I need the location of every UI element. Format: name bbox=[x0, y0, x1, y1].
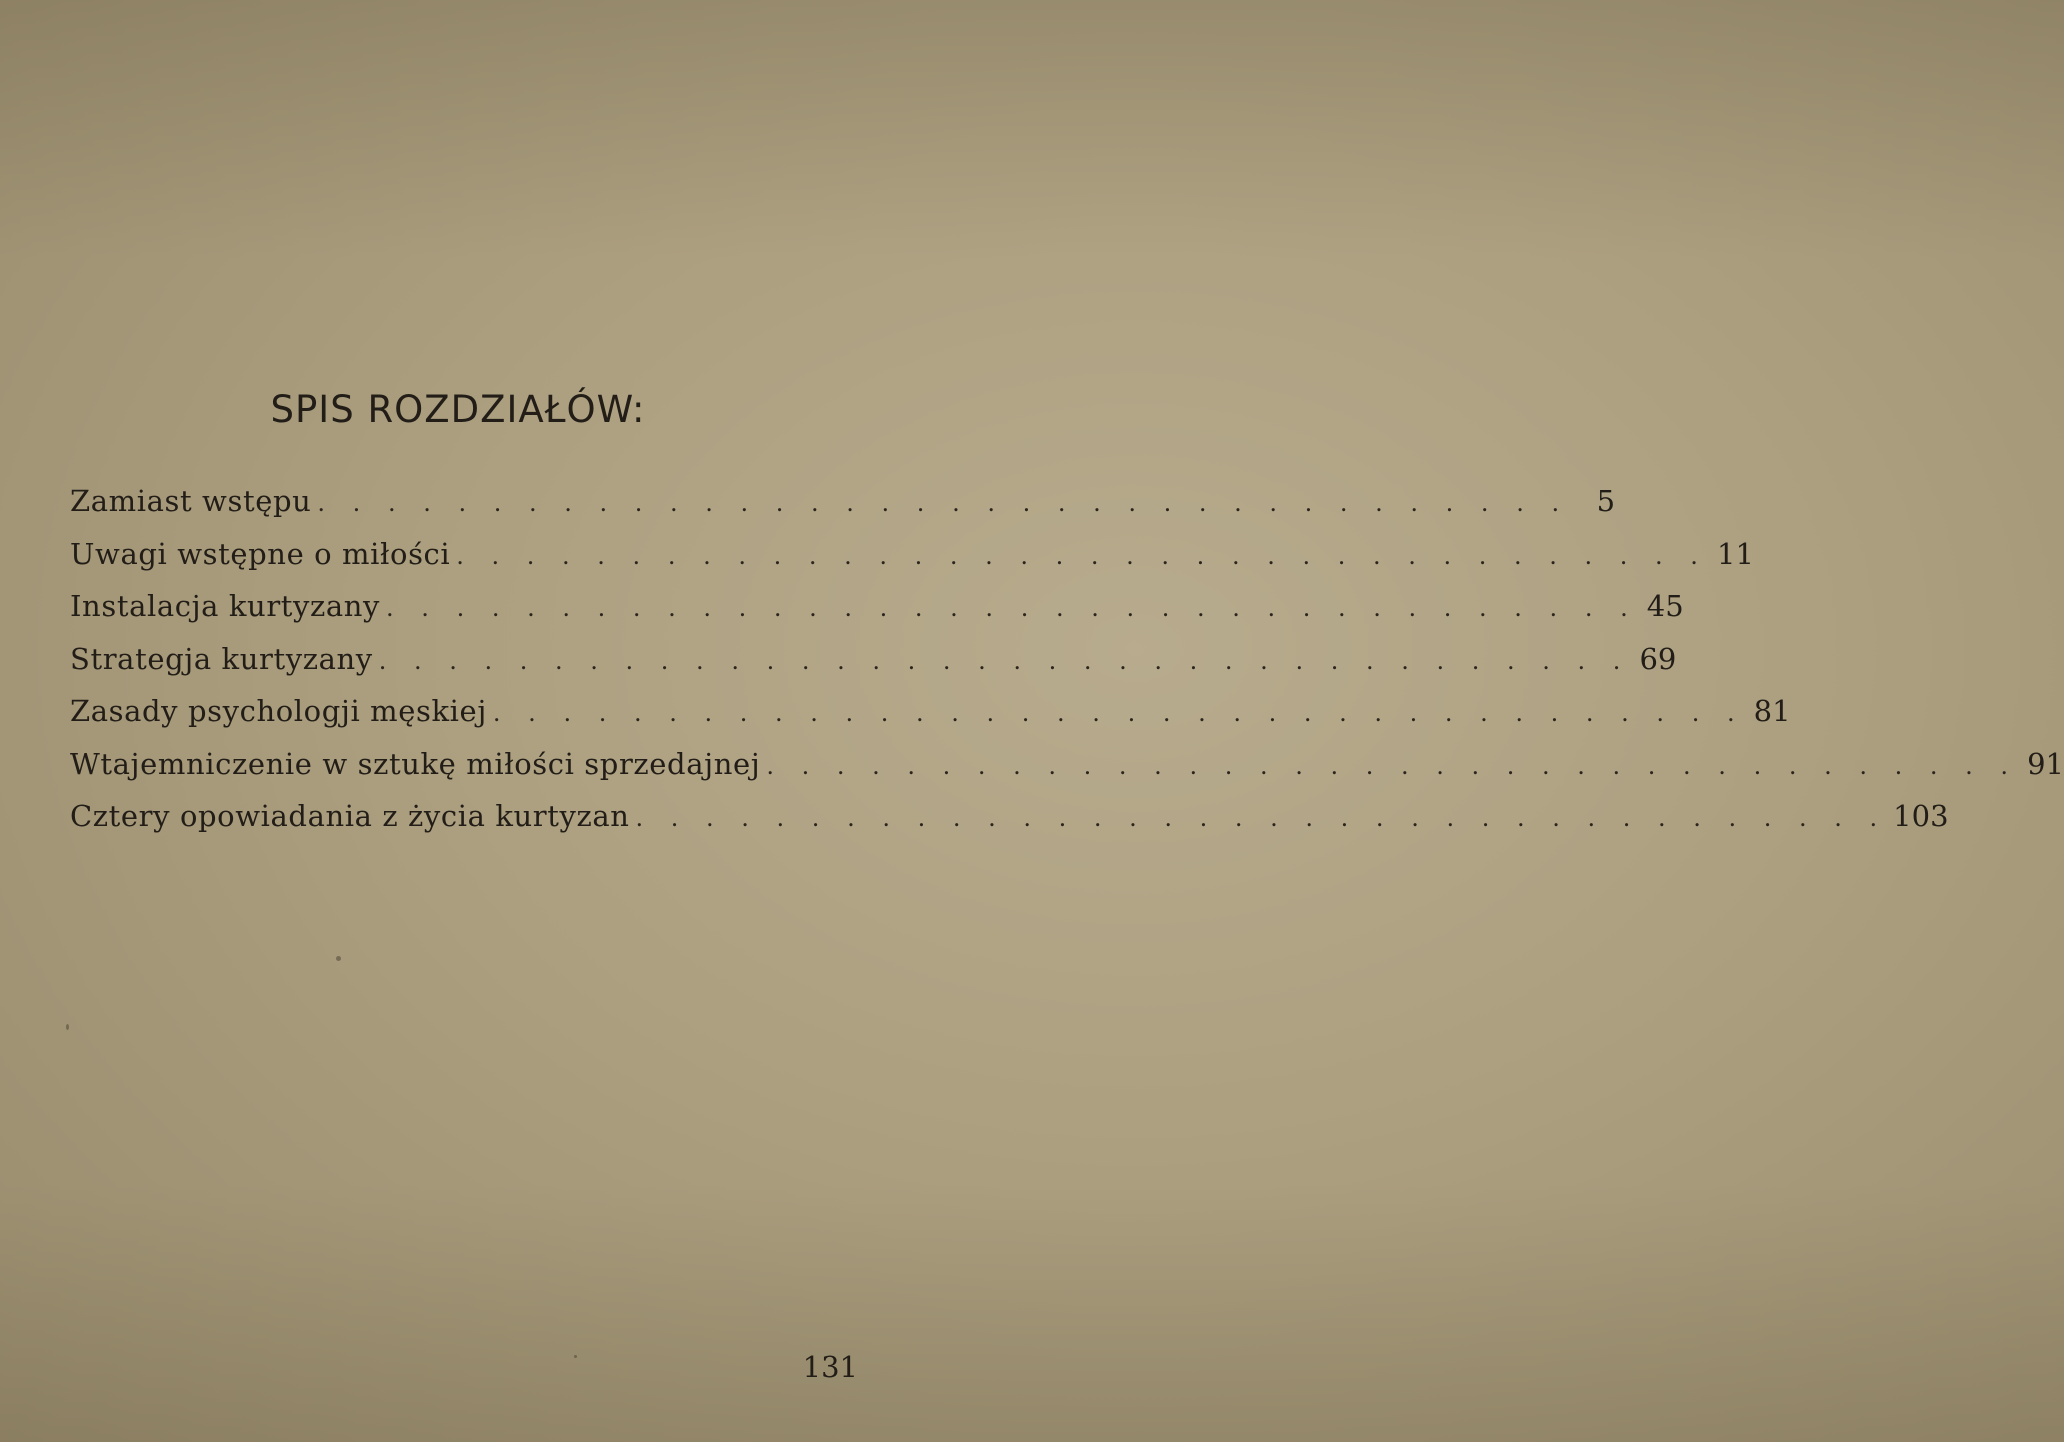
toc-entry bbox=[70, 536, 1754, 590]
page-number: 131 bbox=[802, 1350, 858, 1384]
dot-leader: . . . . . . . . . . . . . . . . . . . . . . . . . . . . . . . . . . . . bbox=[386, 594, 1638, 622]
toc-entry-page: 81 bbox=[1753, 694, 1791, 728]
toc-entry-title: Strategja kurtyzany bbox=[70, 641, 373, 676]
toc-entry-page: 11 bbox=[1717, 536, 1754, 571]
paper-speck bbox=[336, 956, 341, 961]
toc-entry bbox=[70, 589, 1684, 642]
toc-entry-page: 91 bbox=[2027, 746, 2064, 781]
dot-leader: . . . . . . . . . . . . . . . . . . . . . . . . . . . . . . . . . . . . bbox=[492, 699, 1745, 727]
dot-leader: . . . . . . . . . . . . . . . . . . . . . . . . . . . . . . . . . . . . bbox=[317, 489, 1570, 517]
toc-entry-title: Zasady psychologji męskiej bbox=[70, 694, 487, 728]
dot-leader: . . . . . . . . . . . . . . . . . . . . . . . . . . . . . . . . . . . . bbox=[378, 646, 1631, 675]
toc-entry-page: 69 bbox=[1639, 641, 1677, 676]
toc-entry bbox=[70, 694, 1791, 747]
toc-entry bbox=[70, 484, 1616, 537]
dot-leader: . . . . . . . . . . . . . . . . . . . . . . . . . . . . . . . . . . . . bbox=[635, 804, 1888, 832]
toc-entry-title: Wtajemniczenie w sztukę miłości sprzedajnej bbox=[70, 746, 761, 781]
paper-speck bbox=[574, 1355, 577, 1358]
toc-entry-title: Zamiast wstępu bbox=[70, 484, 312, 518]
paper-speck bbox=[66, 1024, 69, 1030]
toc-entry-page: 5 bbox=[1596, 484, 1616, 518]
toc-entry-page: 45 bbox=[1646, 589, 1684, 623]
toc-entry-page: 103 bbox=[1893, 799, 1949, 833]
toc-entry bbox=[70, 746, 2064, 800]
toc-entry bbox=[70, 799, 1949, 852]
toc-entry bbox=[70, 641, 1677, 695]
toc-heading: SPIS ROZDZIAŁÓW: bbox=[270, 388, 646, 431]
toc-entry-title: Uwagi wstępne o miłości bbox=[70, 536, 451, 571]
toc-list bbox=[70, 484, 2064, 852]
dot-leader: . . . . . . . . . . . . . . . . . . . . . . . . . . . . . . . . . . . . bbox=[766, 751, 2018, 780]
toc-entry-title: Instalacja kurtyzany bbox=[70, 589, 381, 623]
toc-entry-title: Cztery opowiadania z życia kurtyzan bbox=[70, 799, 630, 833]
dot-leader: . . . . . . . . . . . . . . . . . . . . . . . . . . . . . . . . . . . . bbox=[456, 541, 1708, 570]
